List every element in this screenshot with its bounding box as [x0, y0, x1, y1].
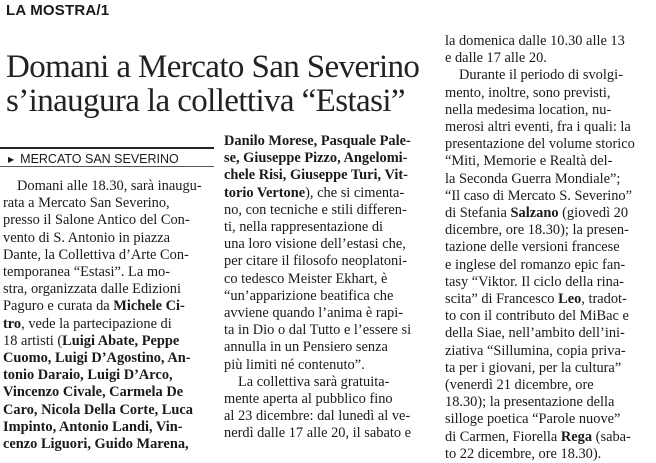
article-line: merosi altri eventi, fra i quali: la	[445, 119, 631, 136]
article-line: di Carmen, Fiorella Rega (saba-	[445, 428, 631, 445]
article-line: nerdì dalle 17 alle 20, il sabato e	[224, 425, 412, 442]
article-line: della Siae, nell’ambito dell’ini-	[445, 325, 625, 342]
article-line: vento di S. Antonio in piazza	[3, 229, 171, 246]
article-line: più limiti né contenuto”.	[224, 356, 365, 373]
article-line: no, con tecniche e stili differen-	[224, 201, 407, 218]
article-line: Paguro e curata da Michele Ci-	[3, 298, 185, 315]
article-line: (venerdì 21 dicembre, ore	[445, 377, 594, 394]
section-tag-label: MERCATO SAN SEVERINO	[20, 152, 179, 166]
headline-line-1: Domani a Mercato San Severino	[6, 49, 420, 85]
article-line: tro, vede la partecipazione di	[3, 315, 172, 332]
article-line: to con il contributo del MiBac e	[445, 308, 629, 325]
article-line: tazione delle versioni francese	[445, 239, 620, 256]
article-line: Vincenzo Civale, Carmela De	[3, 384, 184, 401]
article-line: 18.30); la presentazione della	[445, 394, 615, 411]
article-line: chele Risi, Giuseppe Turi, Vit-	[224, 167, 408, 184]
article-line: stra, organizzata dalle Edizioni	[3, 281, 181, 298]
headline-line-2: s’inaugura la collettiva “Estasi”	[6, 83, 405, 119]
article-line: annulla in un Pensiero senza	[224, 339, 388, 356]
article-line: Impinto, Antonio Landi, Vin-	[3, 418, 183, 435]
article-line: “Il caso di Mercato S. Severino”	[445, 187, 633, 204]
article-line: torio Vertone), che si cimenta-	[224, 184, 405, 201]
article-line: Danilo Morese, Pasquale Pale-	[224, 133, 411, 149]
article-line: La collettiva sarà gratuita-	[238, 373, 390, 390]
article-line: ti, nella rappresentazione di	[224, 219, 384, 236]
article-line: se, Giuseppe Pizzo, Angelomi-	[224, 150, 408, 167]
article-line: “un’apparizione beatifica che	[224, 287, 394, 304]
article-column-3	[445, 33, 652, 463]
article-line: Durante il periodo di svolgi-	[459, 67, 623, 84]
article-line: ta per i giovani, per la cultura”	[445, 359, 622, 376]
article-line: mente aperta al pubblico fino	[224, 391, 393, 408]
kicker: LA MOSTRA/1	[6, 2, 110, 19]
article-line: e inglese del romanzo epic fan-	[445, 256, 626, 273]
triangle-icon: ▶	[8, 155, 15, 164]
article-line: to 22 dicembre, ore 18.30).	[445, 445, 602, 462]
article-line: tasy “Viktor. Il ciclo della rina-	[445, 273, 624, 290]
article-line: al 23 dicembre: dal lunedì al ve-	[224, 408, 411, 425]
article-line: presentazione del volume storico	[445, 136, 635, 153]
article-line: avviene quando l’anima è rapi-	[224, 305, 404, 322]
article-line: temporanea “Estasi”. La mo-	[3, 264, 171, 281]
article-line: rata a Mercato San Severino,	[3, 195, 170, 212]
article-line: “Miti, Memorie e Realtà del-	[445, 153, 613, 170]
article-line: una loro visione dell’estasi che,	[224, 236, 406, 253]
article-line: Cuomo, Luigi D’Agostino, An-	[3, 350, 191, 367]
article-column-2	[224, 133, 435, 443]
article-line: silloge poetica “Parole nuove”	[445, 411, 621, 428]
article-line: e dalle 17 alle 20.	[445, 50, 547, 67]
article-line: dicembre, ore 18.30); la presen-	[445, 222, 629, 239]
article-column-1	[3, 178, 215, 453]
article-line: scita” di Francesco Leo, tradot-	[445, 291, 627, 308]
article-line: la Seconda Guerra Mondiale”;	[445, 170, 621, 187]
article-line: Domani alle 18.30, sarà inaugu-	[17, 178, 202, 194]
article-line: nella medesima location, nu-	[445, 101, 612, 118]
article-line: 18 artisti (Luigi Abate, Peppe	[3, 332, 180, 349]
article-line: di Stefania Salzano (giovedì 20	[445, 205, 629, 222]
article-line: Dante, la Collettiva d’Arte Con-	[3, 246, 189, 263]
article-line: ziativa “Sillumina, copia priva-	[445, 342, 626, 359]
headline	[6, 50, 446, 118]
article-line: presso il Salone Antico del Con-	[3, 212, 190, 229]
article-line: per citare il filosofo neoplatoni-	[224, 253, 408, 270]
article-line: mento, inoltre, sono previsti,	[445, 84, 611, 101]
article-line: Caro, Nicola Della Corte, Luca	[3, 401, 193, 418]
section-tag	[0, 147, 214, 167]
article-line: cenzo Liguori, Guido Marena,	[3, 436, 189, 453]
article-line: co tedesco Meister Ekhart, è	[224, 270, 388, 287]
article-line: ta in Dio o dal Tutto e l’essere si	[224, 322, 412, 339]
article-line: tonio Daraio, Luigi D’Arco,	[3, 367, 173, 384]
article-line: la domenica dalle 10.30 alle 13	[445, 33, 625, 49]
